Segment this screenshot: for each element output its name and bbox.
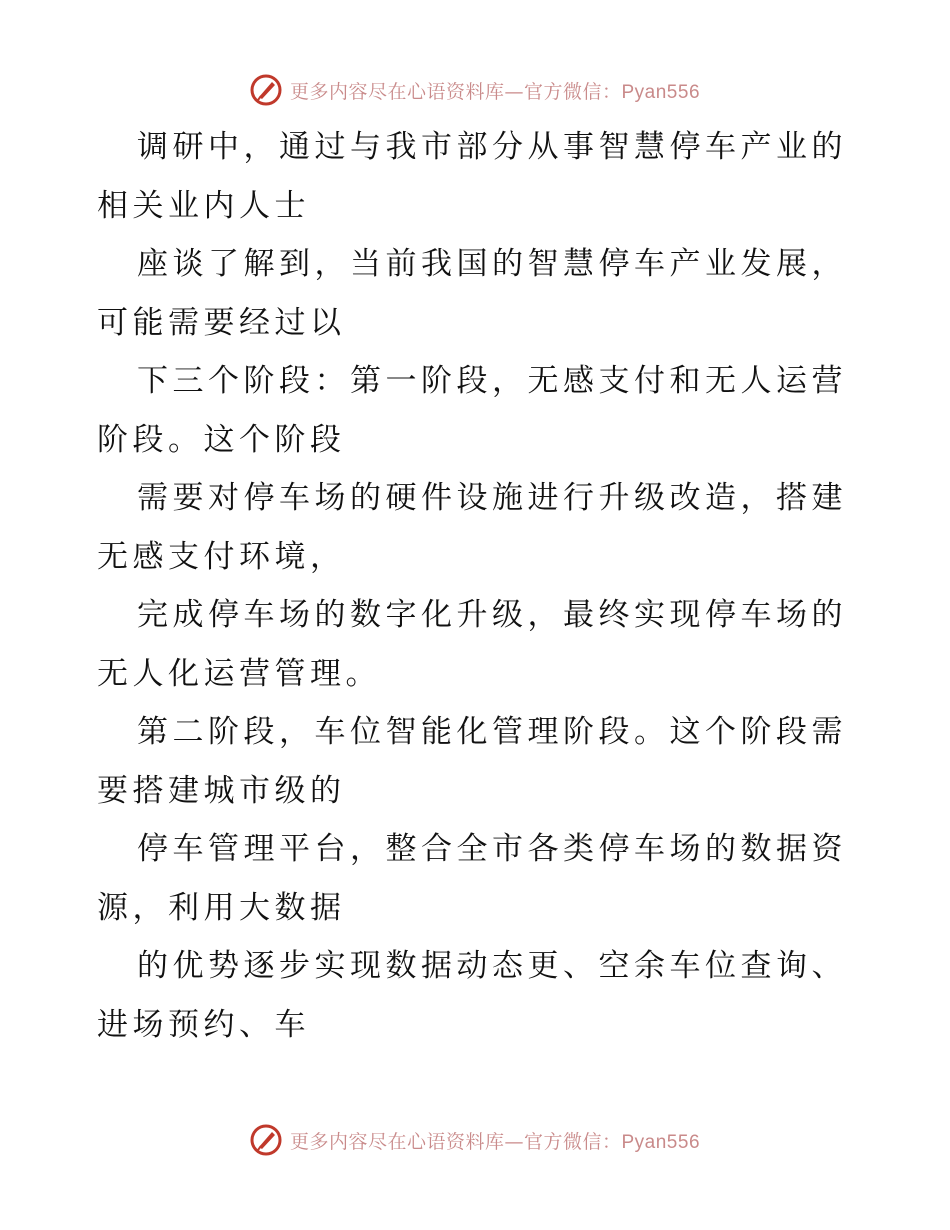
footer-wechat-handle: Pyan556: [621, 1131, 701, 1153]
quill-logo-icon: [250, 1124, 282, 1156]
header-banner: [0, 70, 950, 110]
paragraph-3: 下三个阶段：第一阶段，无感支付和无人运营阶段。这个阶段: [97, 363, 847, 458]
header-wechat-handle: Pyan556: [621, 81, 701, 103]
document-body: [97, 118, 857, 1054]
paragraph-4: 需要对停车场的硬件设施进行升级改造，搭建无感支付环境，: [97, 480, 847, 575]
paragraph-1: 调研中，通过与我市部分从事智慧停车产业的相关业内人士: [97, 129, 847, 224]
paragraph-7: 停车管理平台，整合全市各类停车场的数据资源，利用大数据: [97, 831, 847, 926]
footer-banner-text: 更多内容尽在心语资料库—官方微信：Pyan556: [289, 1130, 701, 1153]
header-banner-text: 更多内容尽在心语资料库—官方微信：Pyan556: [289, 80, 701, 103]
paragraph-5: 完成停车场的数字化升级，最终实现停车场的无人化运营管理。: [97, 597, 847, 692]
paragraph-2: 座谈了解到，当前我国的智慧停车产业发展，可能需要经过以: [97, 246, 847, 341]
paragraph-6: 第二阶段，车位智能化管理阶段。这个阶段需要搭建城市级的: [97, 714, 847, 809]
quill-logo-icon: [250, 74, 282, 106]
footer-banner: [0, 1120, 950, 1160]
paragraph-8: 的优势逐步实现数据动态更、空余车位查询、进场预约、车: [97, 948, 847, 1043]
